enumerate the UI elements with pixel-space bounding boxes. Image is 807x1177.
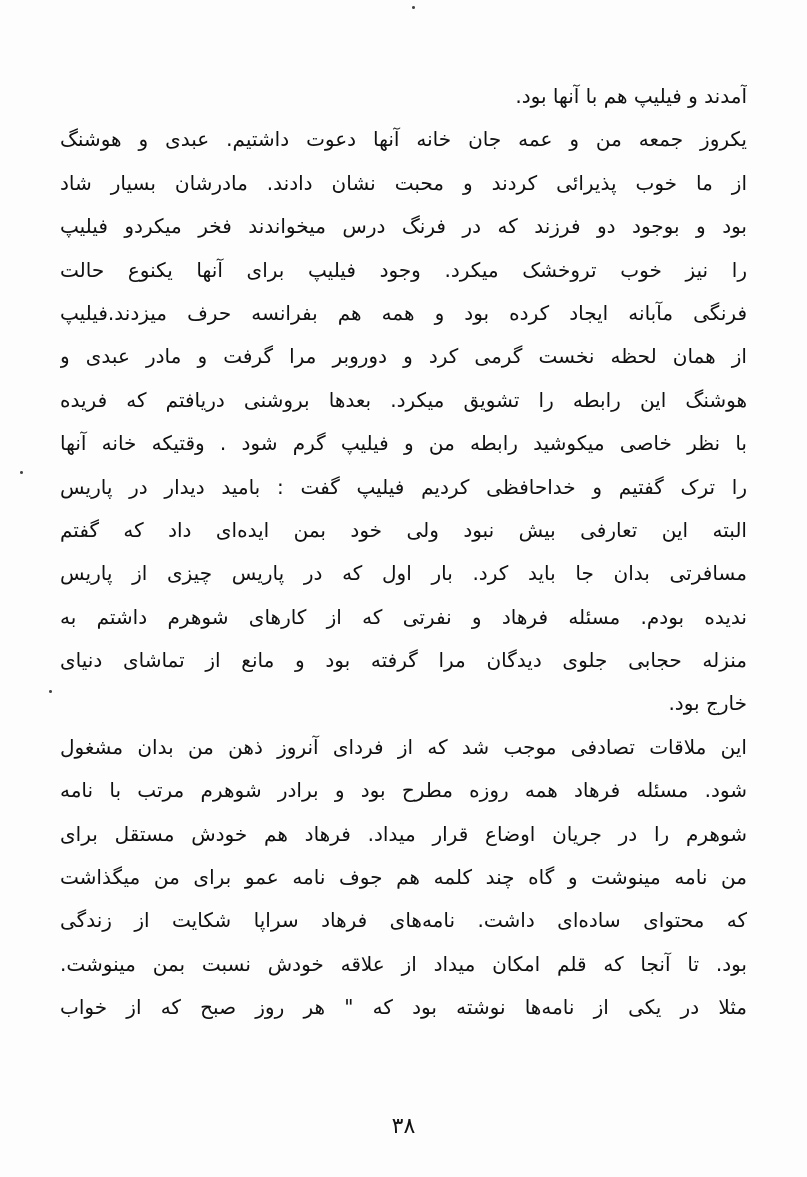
text-line: من نامه مینوشت و گاه چند کلمه هم جوف نامه عمو برای من میگذاشت [60,865,747,890]
body-text [60,75,747,1030]
text-line: را ترک گفتیم و خداحافظی کردیم فیلیپ گفت : بامید دیدار در پاریس [60,474,747,499]
text-line: از همان لحظه نخست گرمی کرد و دوروبر مرا گرفت و مادر عبدی و [60,344,747,369]
text-line: بود و بوجود دو فرزند که در فرنگ درس میخواندند فخر میکردو فیلیپ [60,214,747,239]
text-line: ندیده بودم. مسئله فرهاد و نفرتی که از کارهای شوهرم داشتم به [60,604,747,629]
text-line: این ملاقات تصادفی موجب شد که از فردای آنروز ذهن من بدان مشغول [60,734,747,759]
text-line: شوهرم را در جریان اوضاع قرار میداد. فرهاد هم خودش مستقل برای [60,821,747,846]
scan-speck [20,471,23,474]
scan-speck [49,690,52,693]
text-line: منزله حجابی جلوی دیدگان مرا گرفته بود و مانع از تماشای دنیای [60,648,747,673]
text-line: آمدند و فیلیپ هم با آنها بود. [515,84,747,108]
text-line: یکروز جمعه من و عمه جان خانه آنها دعوت داشتیم. عبدی و هوشنگ [60,127,747,152]
text-line: البته این تعارفی بیش نبود ولی خود بمن ایده‌ای داد که گفتم [60,517,747,542]
text-line: مثلا در یکی از نامه‌ها نوشته بود که " هر روز صبح که از خواب [60,995,747,1020]
text-line: شود. مسئله فرهاد همه روزه مطرح بود و برادر شوهرم مرتب با نامه [60,778,747,803]
text-line: با نظر خاصی میکوشید رابطه من و فیلیپ گرم شود . وقتیکه خانه آنها [60,431,747,456]
text-line: را نیز خوب تروخشک میکرد. وجود فیلیپ برای آنها یکنوع حالت [60,257,747,282]
text-line: بود. تا آنجا که قلم امکان میداد از علاقه خودش نسبت بمن مینوشت. [60,951,747,976]
text-line: که محتوای ساده‌ای داشت. نامه‌های فرهاد سراپا شکایت از زندگی [60,908,747,933]
page-number: ۳۸ [391,1114,416,1139]
text-line: مسافرتی بدان جا باید کرد. بار اول که در پاریس چیزی از پاریس [60,561,747,586]
text-line: خارج بود. [668,691,747,716]
text-line: هوشنگ این رابطه را تشویق میکرد. بعدها بروشنی دریافتم که فریده [60,387,747,412]
scan-speck [412,6,415,9]
text-line: از ما خوب پذیرائی کردند و محبت نشان دادند. مادرشان بسیار شاد [60,170,747,195]
text-line: فرنگی مآبانه ایجاد کرده بود و همه هم بفرانسه حرف میزدند.فیلیپ [60,300,747,325]
